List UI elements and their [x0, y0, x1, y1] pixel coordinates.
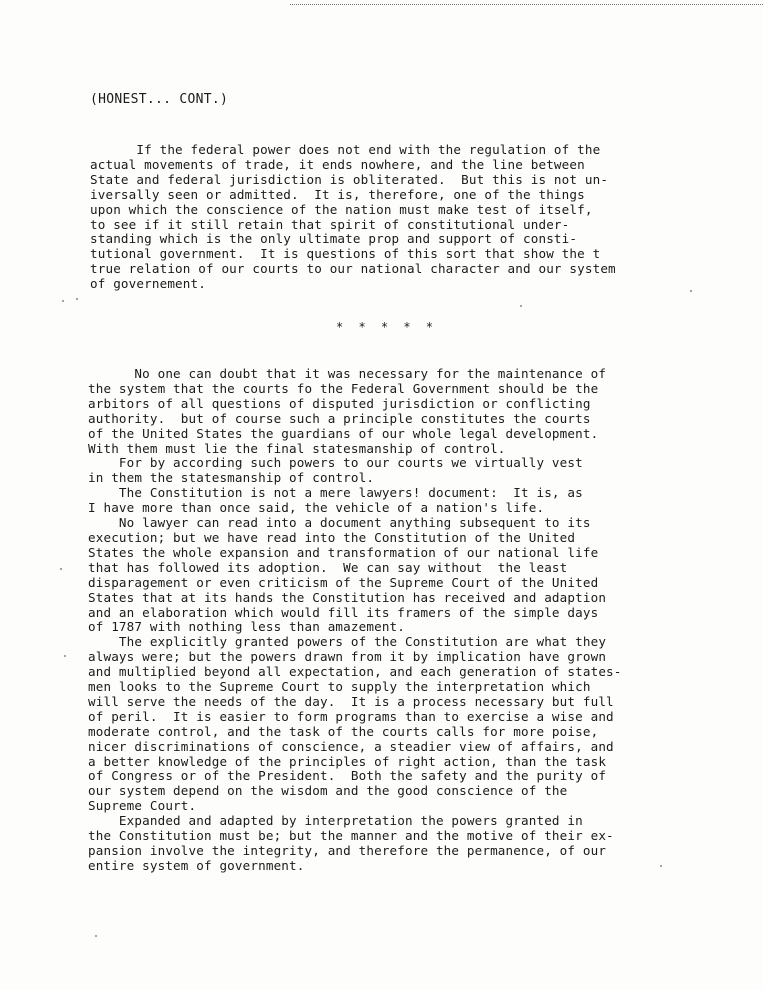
scan-speck — [76, 298, 78, 300]
scan-speck — [660, 865, 662, 867]
scan-speck — [60, 568, 62, 570]
scan-speck — [690, 290, 692, 292]
scan-speck — [520, 305, 522, 307]
paragraph-federal-power: If the federal power does not end with the regulation of the actual movements of trade, it ends nowhere, and the line between State and federal jurisdiction is obliterated. But this is not un- iversally seen or admitted. It is, therefore, one of the things upon which the conscience of the nation must make test of itself, to see if it still retain that spirit of constitutional under- standing which is the only ultimate prop and support of consti- tutional government. It is questions of this sort that show the t true relation of our courts to our national character and our system of governement. — [90, 142, 616, 292]
scan-speck — [95, 935, 97, 937]
page-heading: (HONEST... CONT.) — [90, 92, 229, 107]
section-separator: * * * * * — [336, 320, 438, 334]
scan-speck — [64, 655, 66, 657]
paragraph-courts-and-constitution: No one can doubt that it was necessary for the maintenance of the system that the courts fo the Federal Government should be the arbitors of all questions of disputed jurisdiction or conflicting authority. but of course such a principle constitutes the courts of the United States the guardians of our whole legal development. With them must lie the final statesmanship of control. For by according such powers to our courts we virtually vest in them the statesmanship of control. The Constitution is not a mere lawyers! document: It is, as I have more than once said, the vehicle of a nation's life. No lawyer can read into a document anything subsequent to its execution; but we have read into the Constitution of the United States the whole expansion and transformation of our national life that has followed its adoption. We can say without the least disparagement or even criticism of the Supreme Court of the United States that at its hands the Constitution has received and adaption and an elaboration which would fill its framers of the simple days of 1787 with nothing less than amazement. The explicitly granted powers of the Constitution are what they always were; but the powers drawn from it by implication have grown and multiplied beyond all expectation, and each generation of states- men looks to the Supreme Court to supply the interpretation which will serve the needs of the day. It is a process necessary but full of peril. It is easier to form programs than to exercise a wise and moderate control, and the task of the courts calls for more poise, nicer discriminations of conscience, a steadier view of affairs, and a better knowledge of the principles of right action, than the task of Congress or of the President. Both the safety and the purity of our system depend on the wisdom and the good conscience of the Supreme Court. Expanded and adapted by interpretation the powers granted in the Constitution must be; but the manner and the motive of their ex- pansion involve the integrity, and therefore the permanence, of our entire system of government. — [88, 366, 622, 873]
scan-speck — [62, 300, 64, 302]
top-edge-rule — [290, 0, 763, 5]
